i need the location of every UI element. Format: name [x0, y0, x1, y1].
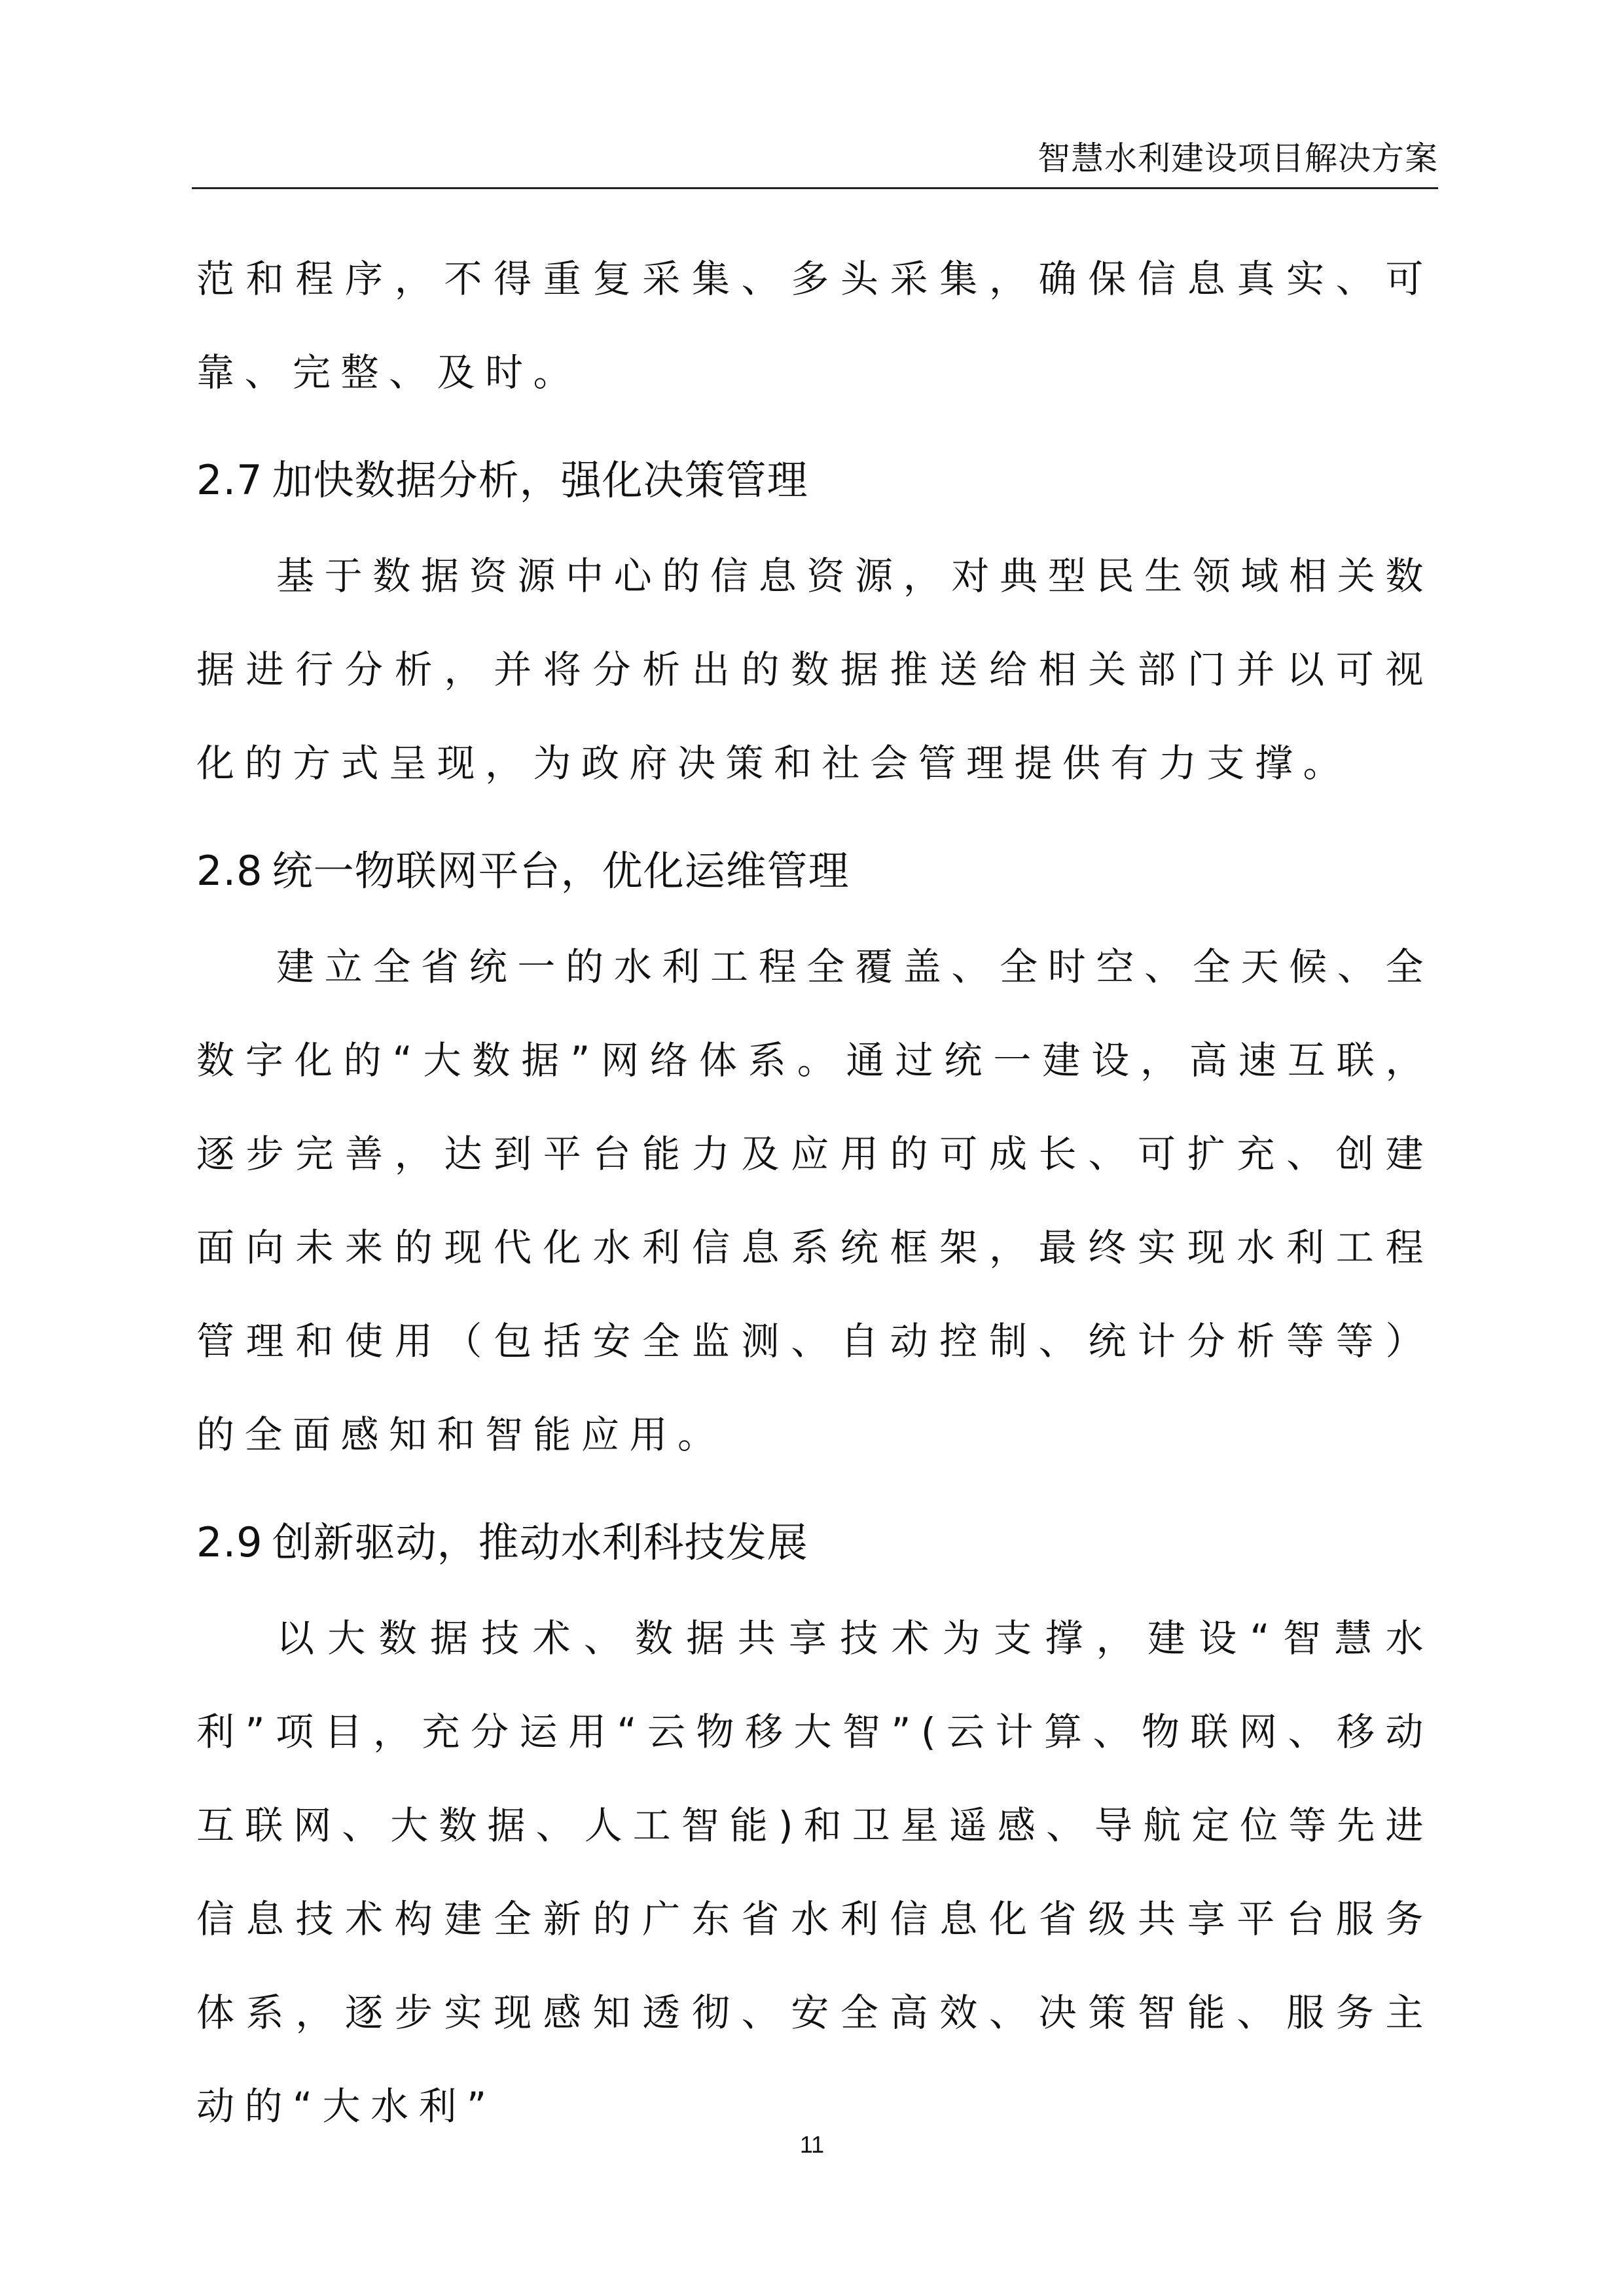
- section-number: 2.7: [196, 456, 263, 504]
- section-heading-2-8: [196, 822, 1434, 920]
- section-number: 2.8: [196, 847, 263, 895]
- document-title: 智慧水利建设项目解决方案: [1038, 139, 1438, 177]
- section-number: 2.9: [196, 1518, 263, 1566]
- section-title: 创新驱动，推动水利科技发展: [272, 1518, 808, 1566]
- section-title: 加快数据分析，强化决策管理: [272, 456, 808, 504]
- section-paragraph-2-7: 基于数据资源中心的信息资源，对典型民生领域相关数据进行分析，并将分析出的数据推送给相关部门并以可视化的方式呈现，为政府决策和社会管理提供有力支撑。: [196, 554, 1434, 785]
- page-header: [192, 135, 1438, 189]
- section-paragraph-2-8: 建立全省统一的水利工程全覆盖、全时空、全天候、全数字化的“大数据”网络体系。通过统一建设，高速互联，逐步完善，达到平台能力及应用的可成长、可扩充、创建面向未来的现代化水利信息系统框架，最终实现水利工程管理和使用（包括安全监测、自动控制、统计分析等等）的全面感知和智能应用。: [196, 944, 1434, 1457]
- section-heading-2-7: [196, 431, 1434, 529]
- section-heading-2-9: [196, 1494, 1434, 1592]
- section-title: 统一物联网平台，优化运维管理: [272, 847, 850, 895]
- continuation-paragraph: 范和程序，不得重复采集、多头采集，确保信息真实、可靠、完整、及时。: [196, 257, 1434, 395]
- document-body: [196, 232, 1434, 2153]
- section-paragraph-2-9: 以大数据技术、数据共享技术为支撑，建设“智慧水利”项目，充分运用“云物移大智”(云计算、物联网、移动互联网、大数据、人工智能)和卫星遥感、导航定位等先进信息技术构建全新的广东省水利信息化省级共享平台服务体系，逐步实现感知透彻、安全高效、决策智能、服务主动的“大水利”: [196, 1616, 1434, 2128]
- page-number: 11: [799, 2131, 825, 2158]
